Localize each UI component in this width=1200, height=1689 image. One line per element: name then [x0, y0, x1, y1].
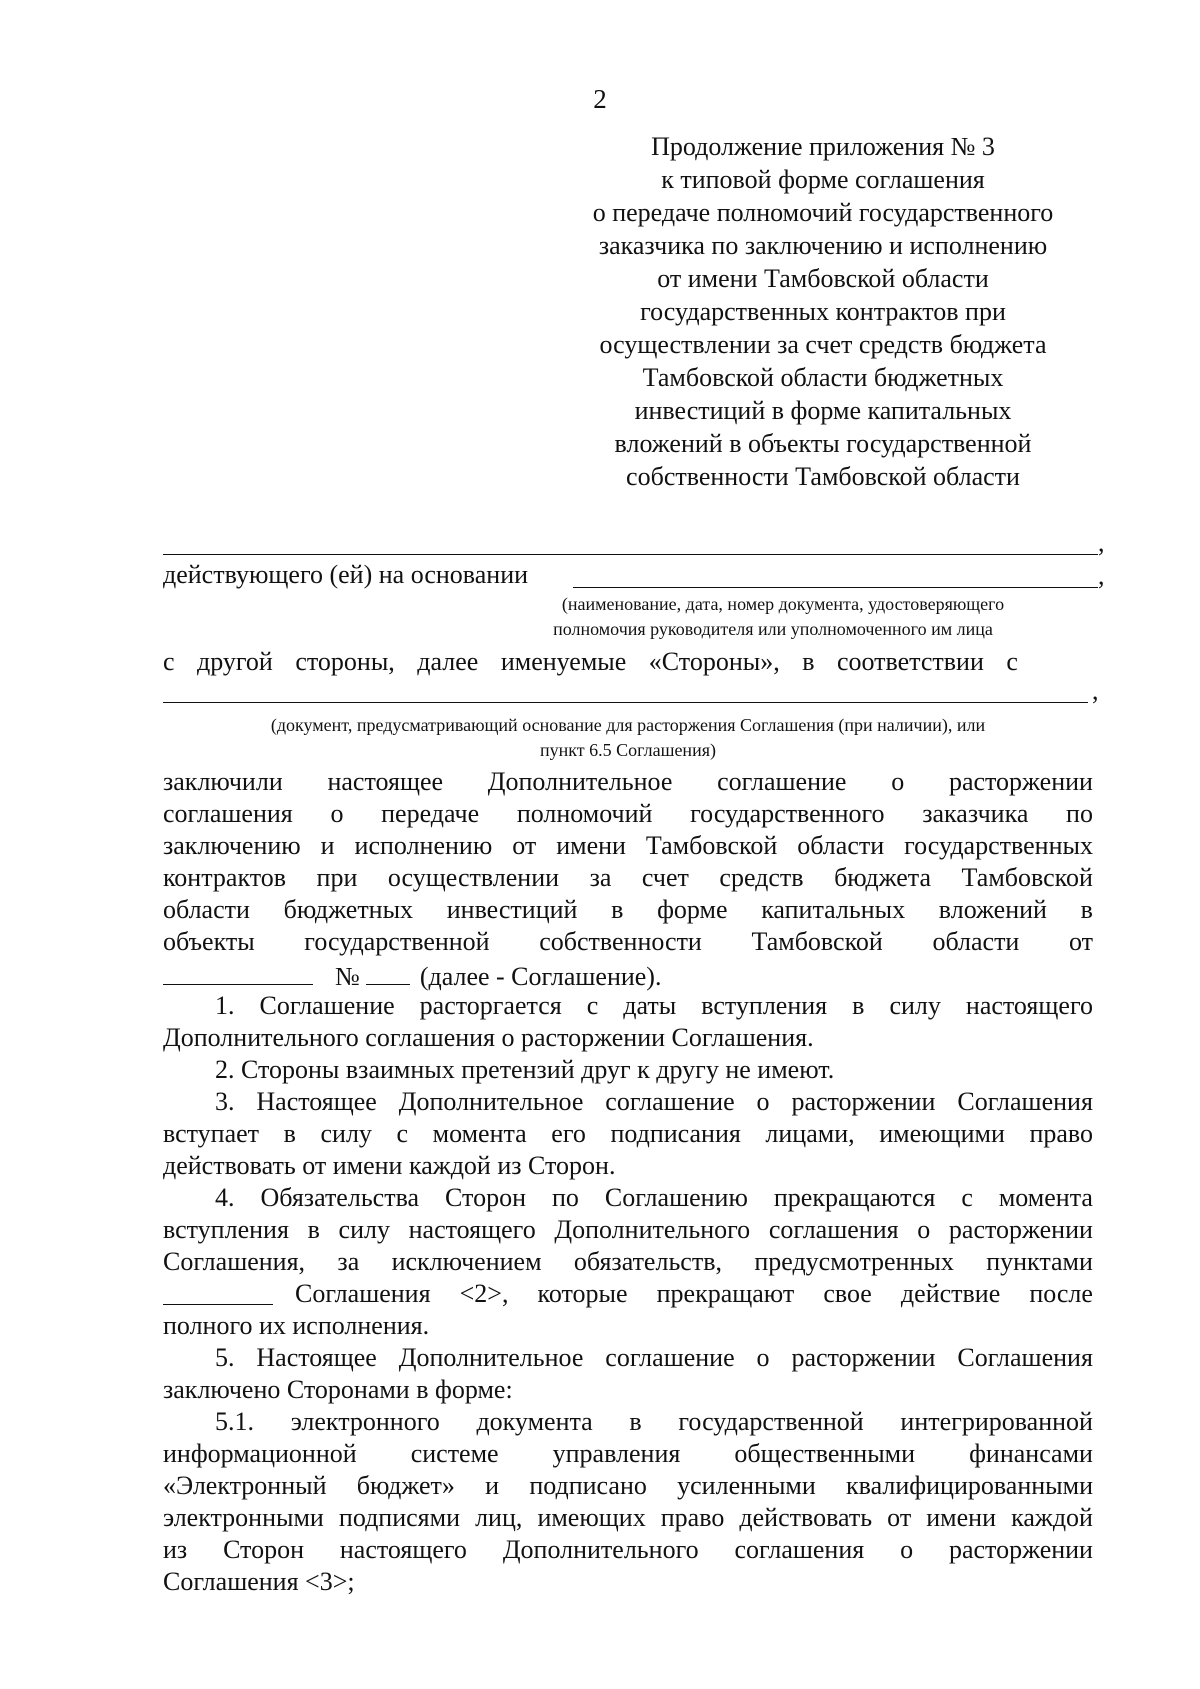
word: контрактов: [163, 863, 287, 892]
word: момента: [432, 1119, 527, 1148]
intro-line: [163, 926, 1093, 958]
word: от: [887, 1503, 912, 1532]
word: расторжении: [948, 1215, 1093, 1244]
intro-tail: (далее - Соглашение).: [419, 962, 662, 991]
word: стороны,: [295, 647, 395, 676]
word: имеющих: [537, 1503, 646, 1532]
word: «Электронный: [163, 1471, 327, 1500]
heading-line: от имени Тамбовской области: [657, 264, 989, 293]
heading-line: инвестиций в форме капитальных: [634, 396, 1012, 425]
heading-line: к типовой форме соглашения: [661, 165, 985, 194]
word: Дополнительного: [554, 1215, 751, 1244]
word: вступления: [701, 991, 828, 1020]
word: в: [611, 895, 624, 924]
word: в: [283, 1119, 296, 1148]
word: Обязательства: [260, 1183, 420, 1212]
word: имеющими: [879, 1119, 1005, 1148]
word: соглашения: [734, 1535, 865, 1564]
word: «Стороны»,: [648, 647, 780, 676]
word: бюджетных: [283, 895, 414, 924]
clause-4-line4-text: [295, 1278, 1093, 1310]
word: 5.: [215, 1343, 235, 1372]
heading-line: заказчика по заключению и исполнению: [598, 231, 1048, 260]
word: соглашения: [163, 799, 293, 828]
clause-5-1-line3: [163, 1470, 1093, 1502]
word: государственных: [904, 831, 1093, 860]
word: Сторон: [223, 1535, 304, 1564]
word: обязательств,: [573, 1247, 722, 1276]
clause-5-1-line6: Соглашения <3>;: [163, 1567, 355, 1596]
clause-5-1-line4: [163, 1502, 1093, 1534]
word: расторжении: [948, 767, 1093, 796]
word: соглашения: [768, 1215, 899, 1244]
word: о: [756, 1087, 770, 1116]
note-basis-line1: (наименование, дата, номер документа, удостоверяющего: [561, 594, 1005, 614]
word: по: [1066, 799, 1093, 828]
word: с: [163, 647, 175, 676]
page-number: 2: [593, 84, 607, 114]
word: Тамбовской: [645, 831, 778, 860]
heading-line: государственных контрактов при: [640, 297, 1006, 326]
word: осуществлении: [387, 863, 560, 892]
word: Сторон: [445, 1183, 526, 1212]
word: настоящего: [339, 1535, 467, 1564]
word: момента: [998, 1183, 1093, 1212]
word: силу: [320, 1119, 372, 1148]
word: действие: [900, 1279, 1001, 1308]
word: передаче: [381, 799, 480, 828]
word: право: [660, 1503, 725, 1532]
blank-line-basis: [573, 587, 1098, 588]
word: интегрированной: [900, 1407, 1093, 1436]
clause-5-1-line1: [163, 1406, 1093, 1438]
word: о: [330, 799, 344, 828]
word: 1.: [215, 991, 235, 1020]
word: имени: [926, 1503, 997, 1532]
word: Дополнительное: [398, 1087, 584, 1116]
comma: ,: [1092, 676, 1099, 705]
clause-3-line2: [163, 1118, 1093, 1150]
heading-line: Продолжение приложения № 3: [651, 132, 995, 161]
word: исполнению: [354, 831, 493, 860]
word: полномочий: [516, 799, 653, 828]
clause-4-line5: полного их исполнения.: [163, 1311, 430, 1340]
word: Дополнительного: [502, 1535, 699, 1564]
word: бюджет»: [356, 1471, 455, 1500]
clause-4-line4: [163, 1278, 1093, 1310]
word: собственности: [539, 927, 702, 956]
clause-3-line1: [163, 1086, 1093, 1118]
note-basis-line2: полномочия руководителя или уполномоченного им лица: [553, 619, 993, 639]
word: настоящего: [408, 1215, 536, 1244]
clause-4-line3: [163, 1246, 1093, 1278]
word: государственной: [304, 927, 490, 956]
word: с: [396, 1119, 409, 1148]
word: расторжении: [791, 1343, 936, 1372]
clause-5-line2: заключено Сторонами в форме:: [163, 1375, 513, 1404]
clause-4-line1: [163, 1182, 1093, 1214]
clause-2: 2. Стороны взаимных претензий друг к другу не имеют.: [215, 1055, 835, 1084]
word: с: [961, 1183, 973, 1212]
word: Соглашение: [259, 991, 395, 1020]
word: государственного: [690, 799, 885, 828]
word: Соглашения: [295, 1279, 431, 1308]
note-document-line2: пункт 6.5 Соглашения): [540, 740, 716, 760]
word: форме: [657, 895, 728, 924]
word: усиленными: [677, 1471, 816, 1500]
word: Соглашению: [604, 1183, 748, 1212]
word: прекращаются: [773, 1183, 936, 1212]
word: заказчика: [922, 799, 1029, 828]
clause-3-line3: действовать от имени каждой из Сторон.: [163, 1151, 616, 1180]
clauses: [163, 990, 1093, 1598]
word: общественными: [734, 1439, 916, 1468]
blank-line-party: [163, 554, 1098, 555]
word: предусмотренных: [754, 1247, 954, 1276]
word: имени: [556, 831, 626, 860]
word: подписями: [338, 1503, 460, 1532]
word: бюджета: [834, 863, 932, 892]
word: из: [163, 1535, 188, 1564]
word: свое: [823, 1279, 872, 1308]
clause-1-line2: Дополнительного соглашения о расторжении Соглашения.: [163, 1023, 814, 1052]
comma: ,: [1098, 528, 1105, 557]
word: финансами: [969, 1439, 1093, 1468]
word: о: [900, 1535, 914, 1564]
word: лиц,: [475, 1503, 523, 1532]
intro-line: [163, 830, 1093, 862]
word: Дополнительное: [398, 1343, 584, 1372]
word: в: [307, 1215, 320, 1244]
word: заключению: [163, 831, 301, 860]
word: прекращают: [656, 1279, 795, 1308]
word: подписано: [529, 1471, 647, 1500]
clause-1-line1: [163, 990, 1093, 1022]
word: даты: [623, 991, 677, 1020]
word: <2>,: [459, 1279, 509, 1308]
heading-line: собственности Тамбовской области: [626, 462, 1020, 491]
word: в: [1080, 895, 1093, 924]
word: и: [320, 831, 335, 860]
word: с: [1006, 647, 1018, 676]
intro-paragraph: [163, 766, 1093, 990]
blank-date: [163, 958, 313, 985]
word: о: [917, 1215, 931, 1244]
word: силу: [338, 1215, 390, 1244]
acting-on-basis-label: действующего (ей) на основании: [163, 560, 529, 589]
word: исключением: [391, 1247, 542, 1276]
word: которые: [537, 1279, 628, 1308]
blank-line-document: [163, 702, 1088, 703]
word: области: [932, 927, 1020, 956]
word: каждой: [1011, 1503, 1093, 1532]
word: Дополнительное: [487, 767, 673, 796]
word: от: [1068, 927, 1093, 956]
word: объекты: [163, 927, 255, 956]
word: 3.: [215, 1087, 235, 1116]
heading-line: о передаче полномочий государственного: [592, 198, 1054, 227]
intro-line-last: [163, 958, 1093, 990]
word: действовать: [739, 1503, 873, 1532]
word: управления: [552, 1439, 681, 1468]
clause-5-1-line5: [163, 1534, 1093, 1566]
intro-line: [163, 862, 1093, 894]
word: в: [629, 1407, 642, 1436]
clause-4-line2: [163, 1214, 1093, 1246]
word: соглашение: [605, 1343, 735, 1372]
word: после: [1029, 1279, 1093, 1308]
word: 4.: [215, 1183, 235, 1212]
word: области: [797, 831, 885, 860]
word: о: [756, 1343, 770, 1372]
word: за: [337, 1247, 360, 1276]
word: его: [551, 1119, 586, 1148]
word: Соглашения: [957, 1343, 1093, 1372]
word: информационной: [163, 1439, 357, 1468]
appendix-heading: [578, 130, 1068, 493]
word: Тамбовской: [751, 927, 883, 956]
heading-line: Тамбовской области бюджетных: [642, 363, 1004, 392]
word: Настоящее: [256, 1087, 377, 1116]
word: в: [802, 647, 815, 676]
word: Соглашения: [957, 1087, 1093, 1116]
intro-line: [163, 798, 1093, 830]
word: с: [586, 991, 599, 1020]
word: пунктами: [986, 1247, 1093, 1276]
word: Соглашения,: [163, 1247, 306, 1276]
word: именуемые: [500, 647, 627, 676]
word: лицами,: [765, 1119, 855, 1148]
word: о: [891, 767, 905, 796]
word: средств: [719, 863, 804, 892]
word: силу: [889, 991, 941, 1020]
intro-line: [163, 894, 1093, 926]
word: Настоящее: [256, 1343, 377, 1372]
word: заключили: [163, 767, 283, 796]
word: вступает: [163, 1119, 260, 1148]
word: Тамбовской: [961, 863, 1093, 892]
word: электронными: [163, 1503, 324, 1532]
word: право: [1029, 1119, 1093, 1148]
word: настоящего: [965, 991, 1093, 1020]
word: соглашение: [605, 1087, 735, 1116]
word: государственной: [678, 1407, 864, 1436]
word: соглашение: [717, 767, 847, 796]
word: расторжении: [791, 1087, 936, 1116]
word: другой: [197, 647, 273, 676]
word: при: [316, 863, 358, 892]
word: далее: [417, 647, 479, 676]
number-sign: №: [335, 962, 360, 991]
word: вложений: [938, 895, 1047, 924]
clause-5-line1: [163, 1342, 1093, 1374]
word: расторгается: [419, 991, 562, 1020]
word: квалифицированными: [846, 1471, 1093, 1500]
word: в: [852, 991, 865, 1020]
word: области: [163, 895, 250, 924]
word: системе: [410, 1439, 499, 1468]
word: от: [512, 831, 537, 860]
word: документа: [476, 1407, 593, 1436]
heading-line: вложений в объекты государственной: [614, 429, 1032, 458]
note-document-line1: (документ, предусматривающий основание для расторжения Соглашения (при наличии), или: [270, 715, 986, 735]
word: соответствии: [836, 647, 984, 676]
word: подписания: [610, 1119, 741, 1148]
other-party-line: [163, 646, 1018, 678]
word: инвестиций: [446, 895, 578, 924]
intro-line: [163, 766, 1093, 798]
word: капитальных: [761, 895, 906, 924]
word: электронного: [290, 1407, 440, 1436]
word: расторжении: [948, 1535, 1093, 1564]
word: счет: [641, 863, 689, 892]
word: за: [589, 863, 612, 892]
word: 5.1.: [215, 1407, 254, 1436]
word: настоящее: [327, 767, 444, 796]
clause-5-1-line2: [163, 1438, 1093, 1470]
word: по: [551, 1183, 579, 1212]
blank-clause-numbers: [163, 1278, 273, 1305]
heading-line: осуществлении за счет средств бюджета: [599, 330, 1047, 359]
comma: ,: [1098, 561, 1105, 590]
word: и: [485, 1471, 500, 1500]
blank-number: [366, 958, 410, 985]
word: вступления: [163, 1215, 289, 1244]
